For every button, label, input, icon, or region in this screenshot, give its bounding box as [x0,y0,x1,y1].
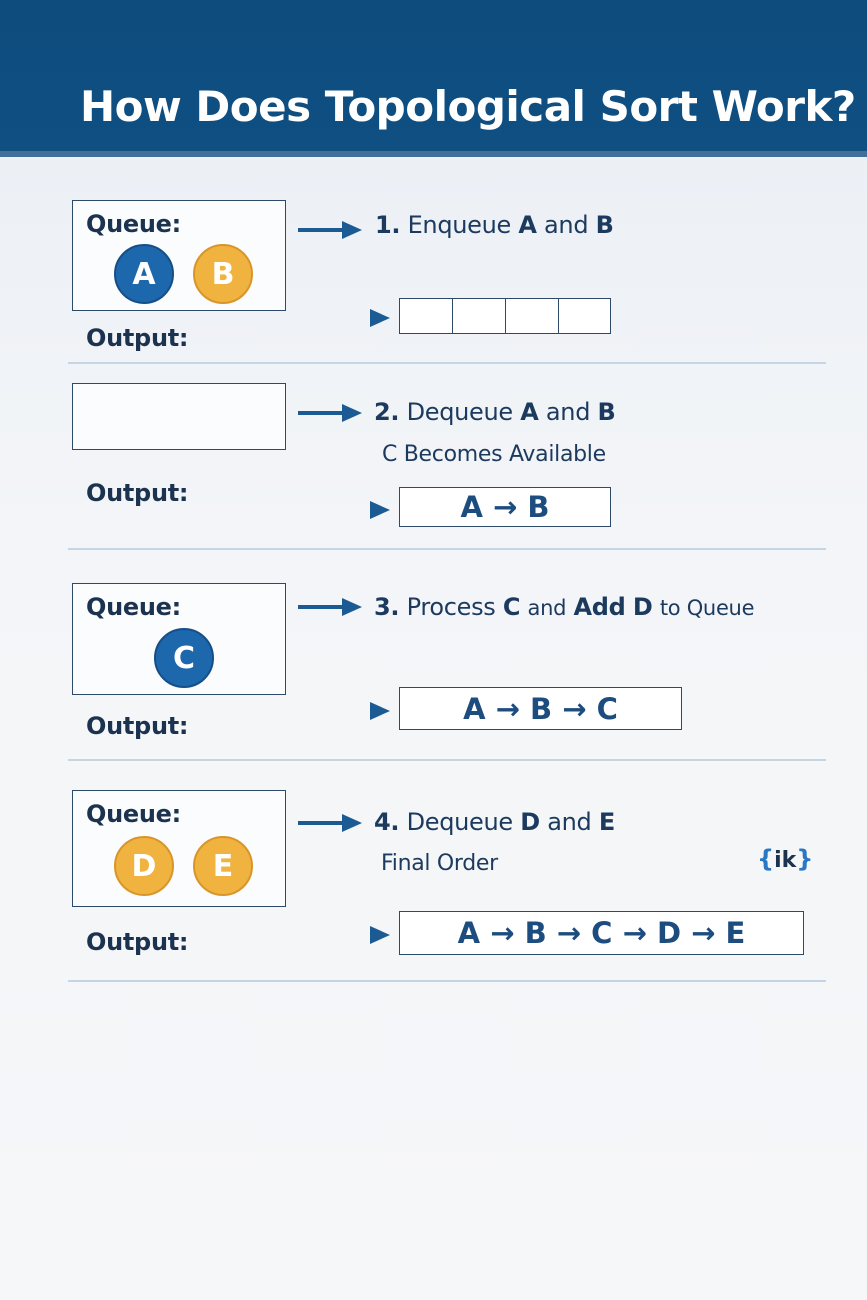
queue-label-step-4: Queue: [86,800,181,828]
output-box-step-3: A → B → C [399,687,682,730]
output-box-step-1 [399,298,611,334]
queue-node-a: A [114,244,174,304]
output-label-step-3: Output: [86,712,189,740]
step-4-verb: Dequeue [406,808,513,836]
step-3-node-d: D [632,593,653,621]
output-cell [558,299,559,333]
queue-node-b: B [193,244,253,304]
output-box-step-2: A → B [399,487,611,527]
brand-logo [757,845,813,873]
arrow-icon [298,596,364,618]
queue-label-step-3: Queue: [86,593,181,621]
step-2-node-b: B [597,398,616,426]
arrow-icon [300,700,392,722]
step-2-verb: Dequeue [406,398,513,426]
divider [68,362,826,364]
step-3-to-queue: to Queue [659,596,755,620]
step-3-add: Add [573,593,626,621]
output-box-step-4: A → B → C → D → E [399,911,804,955]
logo-brace-close: } [796,845,814,873]
arrow-icon [300,924,392,946]
arrow-icon [300,307,392,329]
step-2-node-a: A [520,398,539,426]
step-2-and: and [545,398,591,426]
step-4-number: 4. [374,808,400,836]
divider [68,759,826,761]
arrow-icon [298,812,364,834]
step-2-text [374,398,615,426]
divider [68,548,826,550]
output-label-step-4: Output: [86,928,189,956]
step-4-text [374,808,615,836]
step-1-text [375,211,614,239]
arrow-icon [300,499,392,521]
step-1-node-a: A [518,211,537,239]
queue-box-step-2 [72,383,286,450]
step-1-number: 1. [375,211,401,239]
output-cell [505,299,506,333]
page-title: How Does Topological Sort Work? [80,82,856,131]
step-4-and: and [547,808,592,836]
step-4-node-e: E [598,808,615,836]
step-1-and: and [544,211,589,239]
arrow-icon [298,402,364,424]
output-label-step-2: Output: [86,479,189,507]
step-4-node-d: D [520,808,540,836]
output-label-step-1: Output: [86,324,189,352]
step-2-subtext: C Becomes Available [382,442,606,467]
output-cell [452,299,453,333]
queue-node-d: D [114,836,174,896]
logo-brace-open: { [757,845,775,873]
step-3-number: 3. [374,593,400,621]
step-2-number: 2. [374,398,400,426]
step-3-text [374,593,754,621]
arrow-icon [298,219,364,241]
step-1-node-b: B [595,211,614,239]
queue-node-e: E [193,836,253,896]
step-4-subtext: Final Order [381,851,498,876]
queue-label-step-1: Queue: [86,210,181,238]
header-banner [0,0,867,157]
step-1-verb: Enqueue [407,211,512,239]
step-3-node-c: C [502,593,521,621]
step-3-verb: Process [406,593,496,621]
logo-text: ik [774,848,797,873]
step-3-and: and [527,596,567,620]
divider [68,980,826,982]
queue-node-c: C [154,628,214,688]
